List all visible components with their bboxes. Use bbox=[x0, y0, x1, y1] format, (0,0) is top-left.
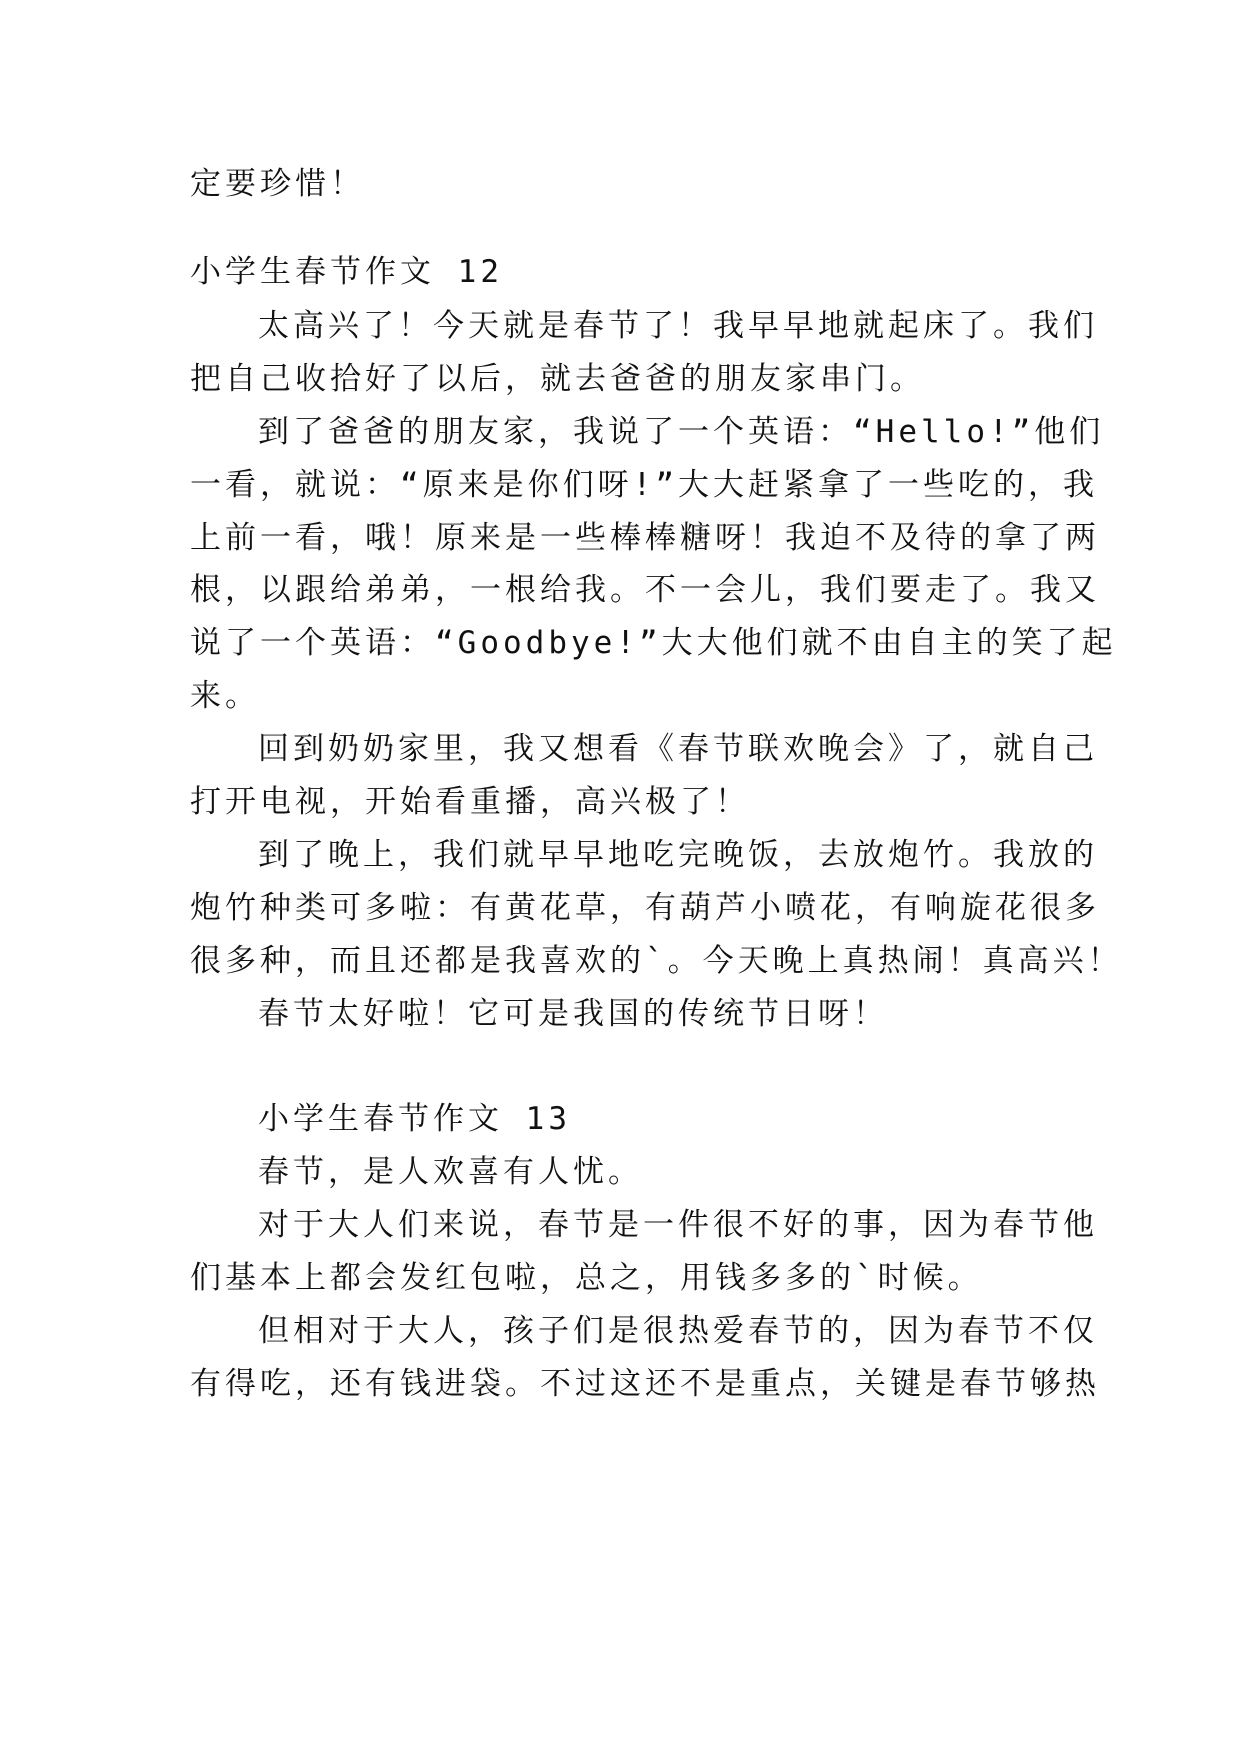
text-line: 来。 bbox=[190, 678, 260, 714]
text-line: 一看，就说：“原来是你们呀!”大大赶紧拿了一些吃的，我 bbox=[190, 467, 1098, 503]
text-line: 到了爸爸的朋友家，我说了一个英语：“Hello!”他们 bbox=[258, 414, 1105, 450]
text-line: 根，以跟给弟弟，一根给我。不一会儿，我们要走了。我又 bbox=[190, 572, 1100, 608]
text-line: 说了一个英语：“Goodbye!”大大他们就不由自主的笑了起 bbox=[190, 625, 1117, 661]
text-line: 们基本上都会发红包啦，总之，用钱多多的`时候。 bbox=[190, 1260, 983, 1296]
text-line: 春节太好啦！它可是我国的传统节日呀！ bbox=[258, 996, 888, 1032]
text-line: 很多种，而且还都是我喜欢的`。今天晚上真热闹！真高兴！ bbox=[190, 943, 1123, 979]
text-line: 对于大人们来说，春节是一件很不好的事，因为春节他 bbox=[258, 1207, 1098, 1243]
text-line: 把自己收拾好了以后，就去爸爸的朋友家串门。 bbox=[190, 361, 925, 397]
text-line: 回到奶奶家里，我又想看《春节联欢晚会》了，就自己 bbox=[258, 731, 1098, 767]
essay-title-12: 小学生春节作文 12 bbox=[190, 254, 503, 290]
text-line: 炮竹种类可多啦：有黄花草，有葫芦小喷花，有响旋花很多 bbox=[190, 890, 1100, 926]
text-line: 打开电视，开始看重播，高兴极了！ bbox=[190, 784, 750, 820]
essay-title-13: 小学生春节作文 13 bbox=[258, 1101, 571, 1137]
text-line: 春节，是人欢喜有人忧。 bbox=[258, 1154, 643, 1190]
text-line: 但相对于大人，孩子们是很热爱春节的，因为春节不仅 bbox=[258, 1313, 1098, 1349]
text-line: 有得吃，还有钱进袋。不过这还不是重点，关键是春节够热 bbox=[190, 1366, 1100, 1402]
text-line: 上前一看，哦！原来是一些棒棒糖呀！我迫不及待的拿了两 bbox=[190, 520, 1100, 556]
text-line-closing: 定要珍惜！ bbox=[190, 166, 365, 202]
text-line: 太高兴了！今天就是春节了！我早早地就起床了。我们 bbox=[258, 308, 1098, 344]
text-line: 到了晚上，我们就早早地吃完晚饭，去放炮竹。我放的 bbox=[258, 837, 1098, 873]
